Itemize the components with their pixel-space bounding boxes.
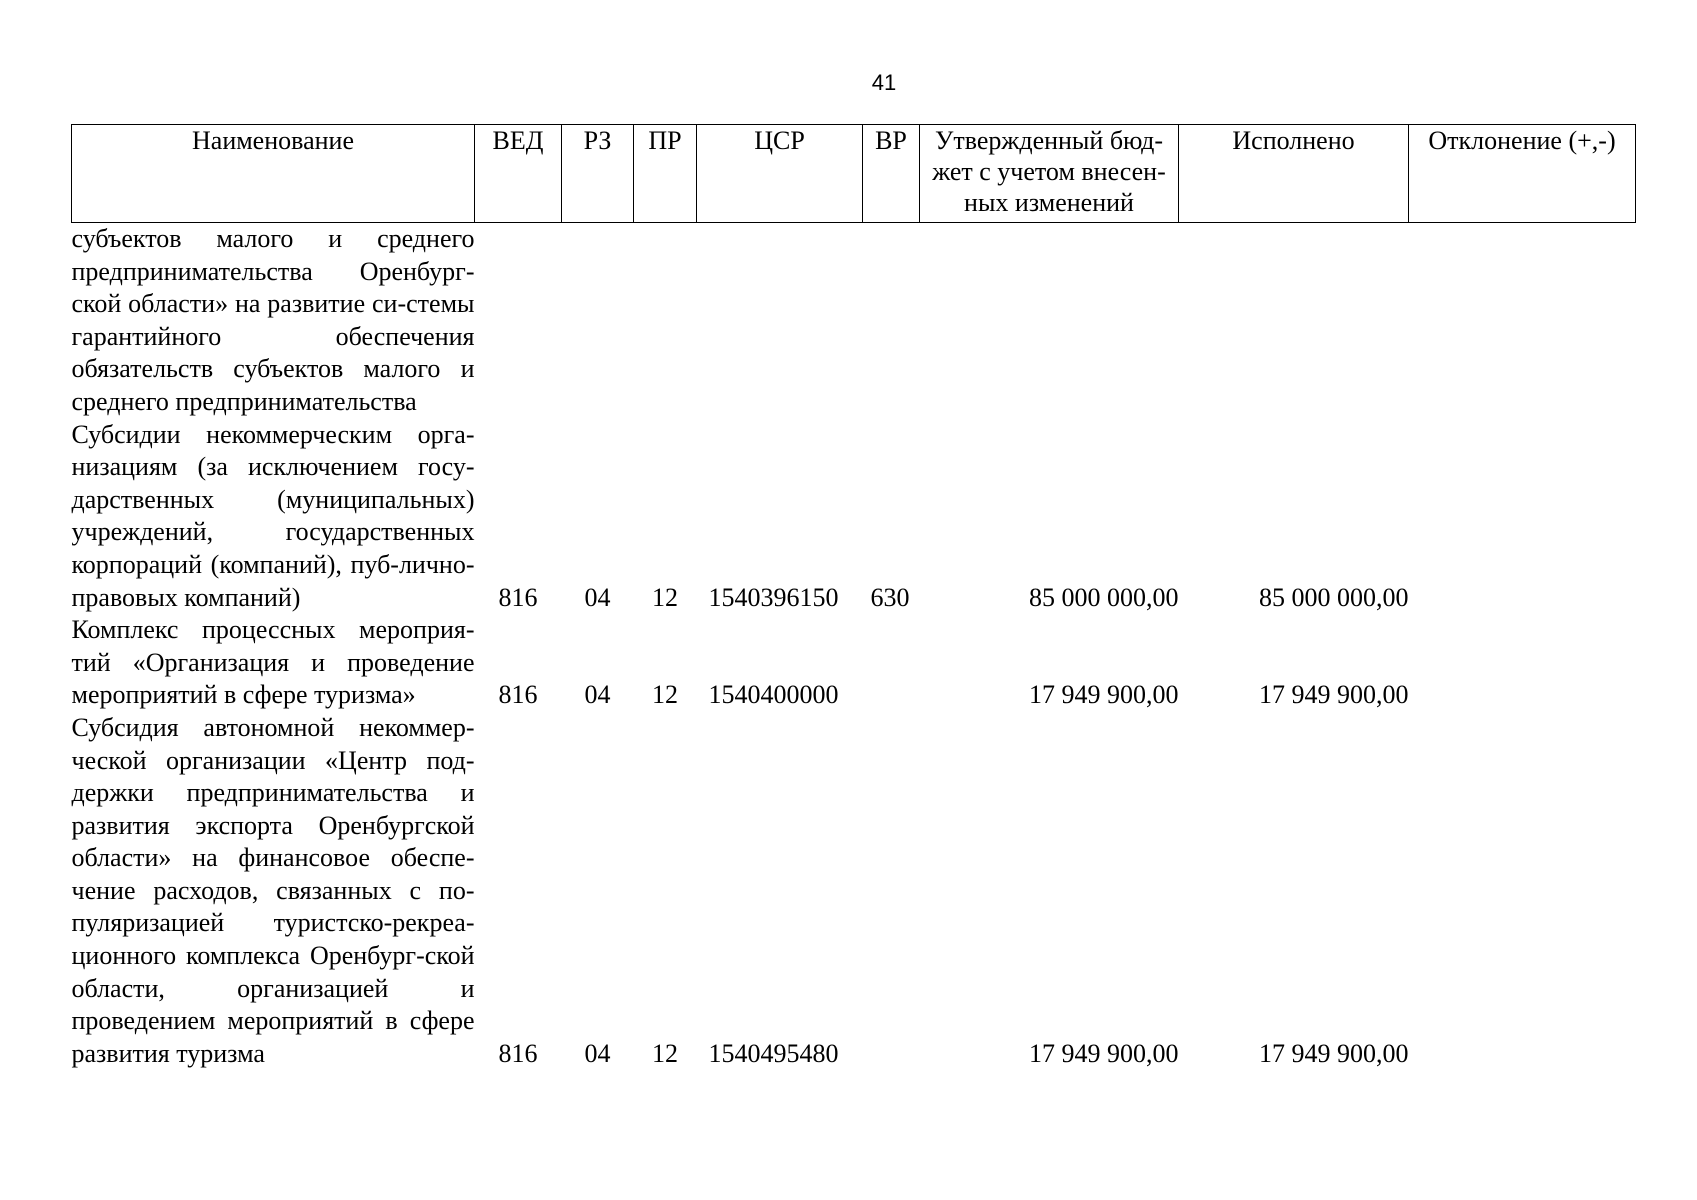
row-approved: 17 949 900,00 (1029, 1038, 1179, 1068)
row-executed: 85 000 000,00 (1259, 582, 1409, 612)
row-name: субъектов малого и среднего предпринимательства Оренбург-ской области» на развитие си-стемы гарантийного обеспечения обязательств субъектов малого и среднего предпринимательства (71, 224, 475, 416)
header-vr: ВР (863, 125, 920, 223)
row-deviation (1409, 419, 1636, 615)
row-rz (562, 223, 634, 419)
header-pr: ПР (634, 125, 697, 223)
row-executed (1179, 223, 1409, 419)
row-csr: 1540396150 (708, 582, 839, 612)
row-name: Комплекс процессных мероприя-тий «Организация и проведение мероприятий в сфере туризма» (71, 615, 475, 710)
row-pr (634, 223, 697, 419)
row-csr: 1540400000 (708, 680, 839, 710)
row-csr (697, 223, 863, 419)
header-approved: Утвержденный бюд-жет с учетом внесен-ных изменений (920, 125, 1179, 223)
row-name: Субсидия автономной некоммер-ческой организации «Центр под-держки предпринимательства и развития экспорта Оренбургской области» на финансовое обеспе-чение расходов, связанных с по-пуляризацией туристско-рекреа-ционного комплекса Оренбург-ской области, организацией и проведением мероприятий в сфере развития туризма (71, 712, 475, 1068)
row-csr: 1540495480 (708, 1038, 839, 1068)
header-rz: РЗ (562, 125, 634, 223)
row-rz: 04 (584, 582, 611, 612)
row-approved: 17 949 900,00 (1029, 680, 1179, 710)
table-row (72, 614, 1636, 712)
row-ved: 816 (498, 582, 538, 612)
row-pr: 12 (652, 582, 678, 612)
row-approved (920, 223, 1179, 419)
row-executed: 17 949 900,00 (1259, 1038, 1409, 1068)
row-ved: 816 (498, 680, 538, 710)
header-ved: ВЕД (475, 125, 562, 223)
table-header-row (72, 125, 1636, 223)
budget-table (71, 124, 1636, 1070)
table-row (72, 419, 1636, 615)
row-vr (863, 712, 920, 1071)
row-deviation (1409, 223, 1636, 419)
row-deviation (1409, 712, 1636, 1071)
header-name: Наименование (72, 125, 475, 223)
row-ved: 816 (498, 1038, 538, 1068)
header-executed: Исполнено (1179, 125, 1409, 223)
table-row (72, 223, 1636, 419)
row-vr: 630 (870, 582, 910, 612)
row-rz: 04 (584, 1038, 611, 1068)
row-rz: 04 (584, 680, 611, 710)
table-row (72, 712, 1636, 1071)
header-csr: ЦСР (697, 125, 863, 223)
header-deviation: Отклонение (+,-) (1409, 125, 1636, 223)
row-executed: 17 949 900,00 (1259, 680, 1409, 710)
row-pr: 12 (652, 680, 678, 710)
row-approved: 85 000 000,00 (1029, 582, 1179, 612)
row-vr (863, 614, 920, 712)
row-vr (863, 223, 920, 419)
page-number: 41 (871, 70, 897, 95)
row-name: Субсидии некоммерческим орга-низациям (за исключением госу-дарственных (муниципальных) учреждений, государственных корпораций (компаний), пуб-лично-правовых компаний) (71, 419, 475, 612)
row-ved (475, 223, 562, 419)
row-pr: 12 (652, 1038, 678, 1068)
row-deviation (1409, 614, 1636, 712)
